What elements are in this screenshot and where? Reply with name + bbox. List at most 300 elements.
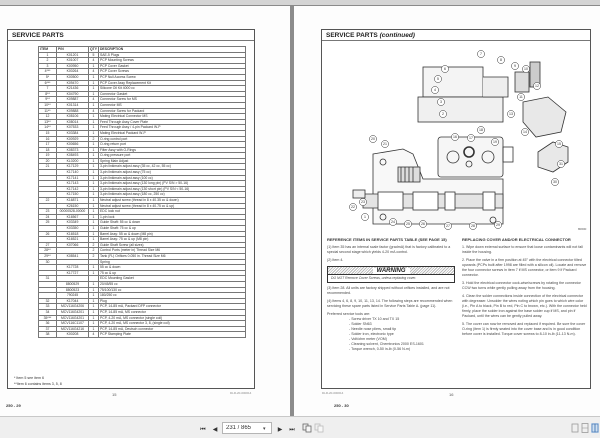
- cell-item: 1: [39, 52, 57, 58]
- cell-item: 10**: [39, 102, 57, 108]
- cell-description: Connector Screw for MS: [98, 97, 245, 103]
- svg-text:13: 13: [509, 112, 513, 117]
- section-title: [322, 30, 590, 41]
- cell-pn: K03350: [57, 226, 89, 232]
- cell-qty: 1: [89, 220, 99, 226]
- cell-description: PCP, 14-85 mA, MS connector: [98, 309, 245, 315]
- cell-pn: MCV116G4206: [57, 304, 89, 310]
- warning-box: [327, 266, 455, 283]
- diagram-callout: [439, 110, 446, 117]
- cell-item: 4***: [39, 69, 57, 75]
- cell-description: Connector MS: [98, 102, 245, 108]
- cell-qty: 5: [89, 52, 99, 58]
- cell-description: Guide Shaft Screw (all sizes): [98, 242, 245, 248]
- cell-qty: 1: [89, 153, 99, 159]
- cell-pn: K09887: [57, 97, 89, 103]
- replace-step: 3. Hold the electrical connector cock-wise/screws by rotating the connector CCW two turns while gently pulling away from the housing.: [462, 281, 581, 290]
- svg-text:1: 1: [364, 215, 366, 220]
- page-right: [294, 6, 600, 416]
- cell-item: 23: [39, 209, 57, 215]
- svg-text:7: 7: [480, 52, 482, 57]
- diagram-callout: [555, 140, 562, 147]
- cell-description: Filter Assy with O-Rings: [98, 147, 245, 153]
- diagram-callout: [469, 222, 476, 229]
- diagram-callout: [437, 98, 444, 105]
- diagram-callout: [441, 65, 448, 72]
- footer-code: 250 - 29: [6, 403, 21, 408]
- cell-description: Neutral adjust screw (thread in 8 x 40.75 cc & up): [98, 203, 245, 209]
- cell-pn: K01201: [57, 52, 89, 58]
- cell-qty: 1: [89, 91, 99, 97]
- cell-qty: 1: [89, 214, 99, 220]
- cell-qty: 1: [89, 158, 99, 164]
- next-page-icon: ▶: [277, 427, 283, 433]
- warning-text: DO NOT Remove Cover Screws, unless replacing cover.: [331, 276, 417, 280]
- cell-description: O-ring return port: [98, 142, 245, 148]
- replace-step: 2. Place the valve in a firm position at 45° with the electrical connector tilted upwards (PCPs built after 1998 are filled with a silicon oil). Locate and remove the four connector screws in item 7 if MS connector, or item 9 if Packard connector.: [462, 258, 587, 277]
- cell-item: 2: [39, 58, 57, 64]
- cell-qty: 2: [89, 248, 99, 254]
- section-title-suffix: (continued): [379, 32, 415, 39]
- cell-qty: 1: [89, 226, 99, 232]
- cell-description: Control Ports (meter in) Thread Size M6: [98, 248, 245, 254]
- cell-item: 37: [39, 326, 57, 332]
- cell-qty: 1: [89, 304, 99, 310]
- cell-qty: 1: [89, 181, 99, 187]
- cell-pn: K03349: [57, 220, 89, 226]
- svg-text:5: 5: [437, 77, 439, 82]
- cell-pn: K00656: [57, 142, 89, 148]
- cell-qty: 4: [89, 108, 99, 114]
- parts-table: [38, 46, 246, 338]
- cell-qty: 1: [89, 63, 99, 69]
- cell-item: 19: [39, 153, 57, 159]
- cell-description: Tank (FL) Orifices 0.050 in. Thread Size M6: [98, 253, 245, 259]
- cell-qty: 1: [89, 287, 99, 293]
- replacing-cover-column: [462, 237, 588, 340]
- replace-step: 5. The cover can now be removed and replaced if required. Be sure the cover O-ring (item 1) is firmly seated into the cover base and is in good condition before cover is installed. Torque cover screws to 8-10 in-lb (11-13 N-m).: [462, 322, 586, 336]
- svg-text:30: 30: [553, 180, 557, 185]
- cell-pn: K16871: [57, 198, 89, 204]
- svg-text:4: 4: [434, 88, 436, 93]
- cell-pn: K17141: [57, 175, 89, 181]
- cell-description: 3-pin linkimain adjust assy (180 cc, 250 cc): [98, 192, 245, 198]
- diagram-callout: [381, 140, 388, 147]
- cell-qty: 4: [89, 69, 99, 75]
- section-title-text: SERVICE PARTS: [326, 32, 378, 39]
- previous-page-button[interactable]: [210, 423, 220, 434]
- col-description: DESCRIPTION: [98, 47, 245, 53]
- footnote: **Item 6 contains items 3, 5, 8: [14, 382, 62, 386]
- cell-pn: 8800529: [57, 281, 89, 287]
- cell-qty: 1: [89, 298, 99, 304]
- cell-description: Guide Shaft: 55 cc & down: [98, 220, 245, 226]
- cell-qty: 1: [89, 175, 99, 181]
- cell-description: Mating Electrical Connector MS: [98, 114, 245, 120]
- cell-item: 21: [39, 164, 57, 170]
- cell-description: PCP, 14-85 mA, Packard DFP connector: [98, 304, 245, 310]
- cell-qty: 1: [89, 209, 99, 215]
- cell-description: PCP, 4-20 mA, MS connector 3, 8, (single coil): [98, 321, 245, 327]
- diagram-callout: [507, 110, 514, 117]
- diagram-callout: [551, 178, 558, 185]
- cell-pn: K17727: [57, 270, 89, 276]
- diagram-callout: [491, 138, 498, 145]
- cell-description: PCP Cover Screws: [98, 69, 245, 75]
- next-page-button[interactable]: [275, 423, 285, 434]
- cell-description: 75 cc & up: [98, 270, 245, 276]
- footer-code: 250 - 30: [334, 403, 349, 408]
- cell-qty: 1: [89, 125, 99, 131]
- cell-pn: K00208: [57, 332, 89, 338]
- cell-pn: K08493: [57, 153, 89, 159]
- cell-qty: 1: [89, 80, 99, 86]
- cell-description: Feed Through Assy Cover Plate: [98, 119, 245, 125]
- cell-description: 20/45/55 cc: [98, 281, 245, 287]
- svg-text:28: 28: [471, 224, 475, 229]
- cell-qty: 1: [89, 309, 99, 315]
- col-pn: P/N: [57, 47, 89, 53]
- cell-pn: K07066: [57, 242, 89, 248]
- cell-description: Connector Screw for Packard: [98, 108, 245, 114]
- col-qty: QTY: [90, 47, 97, 51]
- diagram-callout: [404, 220, 411, 227]
- cell-item: 22: [39, 198, 57, 204]
- cell-pn: K08106: [57, 114, 89, 120]
- cell-pn: K17150: [57, 192, 89, 198]
- ref-item: (4) Items 4, 6, 8, 9, 10, 11, 13, 14. The following steps are recommended when servicing these spare parts listed in Service Parts Table A. (page 11).: [327, 299, 453, 308]
- cell-qty: 1: [89, 130, 99, 136]
- cell-description: 1-pin lock: [98, 214, 245, 220]
- page-left: [0, 6, 290, 416]
- replacing-heading: REPLACING COVER AND/OR ELECTRICAL CONNECTOR: [462, 237, 571, 242]
- cell-pn: K08014: [57, 119, 89, 125]
- section-title: SERVICE PARTS: [8, 30, 254, 41]
- diagram-callout: [497, 56, 504, 63]
- cell-pn: K17044: [57, 298, 89, 304]
- cell-pn: 00000528-00000: [57, 209, 89, 215]
- tool-item: - Solder SN63: [349, 322, 372, 326]
- cell-description: PCP Cover Gasket: [98, 63, 245, 69]
- svg-text:6: 6: [444, 67, 446, 72]
- tool-item: - Torque wrench, 0-50 in-lb (0-56 N-m): [349, 347, 411, 351]
- svg-text:16: 16: [453, 135, 457, 140]
- cell-item: 11**: [39, 108, 57, 114]
- cell-item: 8**: [39, 91, 57, 97]
- cell-item: 7: [39, 86, 57, 92]
- exploded-view-diagram: [323, 42, 591, 232]
- cell-qty: 4: [89, 332, 99, 338]
- svg-text:31: 31: [559, 162, 563, 167]
- diagram-callout: [444, 222, 451, 229]
- cell-qty: 1: [89, 164, 99, 170]
- cell-pn: K17142: [57, 186, 89, 192]
- cell-pn: K16521: [57, 237, 89, 243]
- cell-description: 3-pin linkimain adjust assy (130 long pin) (PV S/N > 50-16): [98, 181, 245, 187]
- cell-description: PCP Null Access Screw: [98, 74, 245, 80]
- figure-code: 80600: [578, 227, 587, 231]
- diagram-callout: [349, 203, 356, 210]
- cell-qty: 1: [89, 74, 99, 80]
- diagram-callout: [451, 133, 458, 140]
- warning-title: [328, 267, 454, 275]
- cell-pn: MCV116G4201: [57, 309, 89, 315]
- paste-page-icon[interactable]: [314, 423, 324, 433]
- single-page-view-icon[interactable]: [571, 423, 579, 433]
- cell-description: 180/250 cc: [98, 293, 245, 299]
- diagram-callout: [517, 93, 524, 100]
- warning-title-text: WARNING: [373, 268, 410, 274]
- facing-pages-view-icon[interactable]: [591, 423, 599, 433]
- cell-pn: K03384: [57, 130, 89, 136]
- cell-description: 75/100/130 cc: [98, 287, 245, 293]
- first-page-icon: ⏮: [200, 427, 206, 433]
- cell-pn: K01314: [57, 102, 89, 108]
- cell-qty: 1: [89, 170, 99, 176]
- svg-text:23: 23: [361, 200, 365, 205]
- cell-description: PCP Cover Assy Replacement Kit: [98, 80, 245, 86]
- cell-description: EDC lock nut: [98, 209, 245, 215]
- cell-pn: K07533: [57, 125, 89, 131]
- cell-qty: 1: [89, 321, 99, 327]
- cell-description: Connector Gasket: [98, 91, 245, 97]
- cell-description: Plug: [98, 298, 245, 304]
- svg-text:8: 8: [500, 58, 502, 63]
- svg-text:3: 3: [440, 100, 442, 105]
- svg-text:9: 9: [514, 64, 516, 69]
- svg-text:24: 24: [391, 220, 395, 225]
- cell-item: 24: [39, 214, 57, 220]
- ref-item: (1) Item 35 has an internal scale factor (gradmA) that is factory calibrated to a special second stage which yields 4-20 mA control.: [327, 245, 451, 254]
- cell-qty: 1: [89, 326, 99, 332]
- page-dropdown-chevron-icon[interactable]: ▾: [263, 426, 266, 432]
- cell-item: 18: [39, 147, 57, 153]
- cell-qty: 1: [89, 114, 99, 120]
- cell-pn: K17129: [57, 164, 89, 170]
- col-item: ITEM: [39, 47, 57, 53]
- cell-item: 36: [39, 321, 57, 327]
- cell-item: 30: [39, 259, 57, 265]
- cell-item: 5*: [39, 74, 57, 80]
- cell-pn: MCV116C1107: [57, 321, 89, 327]
- table-row: [39, 332, 246, 338]
- cell-pn: K09470: [57, 80, 89, 86]
- diagram-callout: [434, 75, 441, 82]
- cell-description: Barrel Assy: 55 cc & down (M8 pin): [98, 231, 245, 237]
- svg-text:2: 2: [442, 112, 444, 117]
- ref-item: (2) Item 4.: [327, 258, 344, 262]
- svg-text:12: 12: [535, 84, 539, 89]
- reference-items-column: [327, 237, 455, 352]
- diagram-callout: [467, 134, 474, 141]
- cell-item: 38: [39, 332, 57, 338]
- svg-text:25: 25: [406, 222, 410, 227]
- replace-step: 4. Clean the solder connections inside connection of the electrical connector with degreaser. Unsolder the wires noting which pin goes to which wire color (i.e., Pin A to black, Pin B to red, Pin C to brown, etc.). With the connector held firmly, place the solder iron against the base solder cup if MS, and pin if Packard, until the wires can be gently pulled away.: [462, 294, 587, 318]
- svg-text:27: 27: [446, 224, 450, 229]
- diagram-callout: [369, 135, 376, 142]
- ref-item: (3) Item 28. All units are factory shipped without orifices installed, and are not recommended.: [327, 286, 450, 295]
- cell-qty: 1: [89, 186, 99, 192]
- cell-item: 9**: [39, 97, 57, 103]
- cell-description: PCP Mounting Screws: [98, 58, 245, 64]
- cell-pn: KL0200: [57, 158, 89, 164]
- service-parts-frame: [7, 29, 255, 389]
- cell-qty: 1: [89, 315, 99, 321]
- svg-text:14: 14: [523, 130, 527, 135]
- cell-pn: K00950: [57, 63, 89, 69]
- last-page-icon: ⏭: [289, 427, 295, 433]
- svg-text:17: 17: [469, 136, 473, 141]
- cell-description: Silicone Oil Kit 4000 cc: [98, 86, 245, 92]
- cell-pn: K04790: [57, 91, 89, 97]
- cell-description: PCP Stamping Plate: [98, 332, 245, 338]
- cell-pn: K16567: [57, 214, 89, 220]
- cell-qty: 1: [89, 86, 99, 92]
- doc-code: DLR-20-000014: [322, 391, 344, 395]
- tool-item: - Cleaning solvent, Chemtronics 2000 ES-1601: [349, 342, 424, 346]
- tools-list: [327, 317, 455, 352]
- cell-description: Spring: [98, 259, 245, 265]
- cell-pn: K00264: [57, 69, 89, 75]
- tool-item: - Screw driver TX 10 and TX 15: [349, 317, 400, 321]
- diagram-callout: [477, 50, 484, 57]
- diagram-callout: [361, 213, 368, 220]
- cell-qty: 1: [89, 203, 99, 209]
- first-page-button[interactable]: [198, 423, 208, 434]
- cell-qty: 1: [89, 102, 99, 108]
- cell-description: 55 cc & down: [98, 265, 245, 271]
- diagram-callout: [494, 221, 501, 228]
- cell-description: SAE-5 Plugs: [98, 52, 245, 58]
- cell-description: Barrel Assy: 75 cc & up (M8 pin): [98, 237, 245, 243]
- cell-pn: 8800523: [57, 287, 89, 293]
- cell-pn: K09888: [57, 108, 89, 114]
- cell-pn: K01007: [57, 58, 89, 64]
- cell-qty: 4: [89, 97, 99, 103]
- cell-qty: 1: [89, 198, 99, 204]
- diagram-callout: [389, 218, 396, 225]
- svg-text:21: 21: [383, 142, 387, 147]
- cell-pn: K08373: [57, 147, 89, 153]
- cell-description: 3-pin linkimain adjust assy (35 cc, 42 cc, 55 cc): [98, 164, 245, 170]
- cell-item: 32: [39, 298, 57, 304]
- cell-qty: 1: [89, 265, 99, 271]
- cell-qty: 1: [89, 231, 99, 237]
- svg-text:19: 19: [493, 140, 497, 145]
- cell-item: 14**: [39, 125, 57, 131]
- reference-heading: REFERENCE ITEMS IN SERVICE PARTS TABLE (SEE PAGE 15): [327, 237, 447, 242]
- tool-item: - Needle nose pliers, small tip: [349, 327, 397, 331]
- diagram-callout: [477, 126, 484, 133]
- tool-item: - Solder iron, electronic type: [349, 332, 394, 336]
- svg-text:26: 26: [421, 222, 425, 227]
- cell-description: Guide Shaft: 75 cc & up: [98, 226, 245, 232]
- cell-item: 26: [39, 231, 57, 237]
- cell-qty: 4: [89, 58, 99, 64]
- svg-text:18: 18: [479, 128, 483, 133]
- svg-text:29: 29: [496, 223, 500, 228]
- cell-item: 35***: [39, 315, 57, 321]
- diagram-callout: [431, 86, 438, 93]
- svg-text:15: 15: [557, 142, 561, 147]
- page-number: 15: [112, 392, 117, 397]
- cell-item: 17: [39, 142, 57, 148]
- footnote: * Item 5 see item 6: [14, 376, 44, 380]
- cell-item: 12: [39, 114, 57, 120]
- diagram-callout: [533, 82, 540, 89]
- last-page-button[interactable]: [287, 423, 297, 434]
- steps-list: [462, 245, 588, 337]
- cell-item: 34: [39, 309, 57, 315]
- cell-item: 3: [39, 63, 57, 69]
- continuous-view-icon[interactable]: [581, 423, 589, 433]
- cell-pn: MCV116G4216: [57, 326, 89, 332]
- cell-description: 3-pin linkimain adjust assy (75 cc): [98, 170, 245, 176]
- cell-qty: 1: [89, 119, 99, 125]
- tools-heading: Preferred service tools are:: [327, 312, 371, 316]
- diagram-callout: [419, 220, 426, 227]
- cell-description: 3-pin linkimain adjust assy (130 short pin) (PV S/N < 50-16): [98, 186, 245, 192]
- cell-qty: 1: [89, 142, 99, 148]
- copy-page-icon[interactable]: [302, 423, 312, 433]
- cell-description: Spring Main Adjust: [98, 158, 245, 164]
- tool-item: - Volt/ohm meter (VOM): [349, 337, 387, 341]
- svg-text:20: 20: [371, 137, 375, 142]
- cell-qty: 1: [89, 293, 99, 299]
- cell-item: 15: [39, 130, 57, 136]
- cell-item: 16: [39, 136, 57, 142]
- cell-qty: 2: [89, 136, 99, 142]
- navigation-bar: [0, 416, 600, 438]
- cell-pn: 790245: [57, 293, 89, 299]
- cell-description: PCP, 14-85 mA, Deutsch connector: [98, 326, 245, 332]
- cell-item: 33: [39, 304, 57, 310]
- diagram-callout: [522, 65, 529, 72]
- cell-qty: 1: [89, 192, 99, 198]
- cell-pn: K17728: [57, 265, 89, 271]
- cell-pn: K08541: [57, 253, 89, 259]
- cell-pn: K16518: [57, 231, 89, 237]
- diagram-callout: [521, 128, 528, 135]
- diagram-callout: [359, 198, 366, 205]
- diagram-callout: [557, 160, 564, 167]
- cell-qty: 2: [89, 242, 99, 248]
- cell-description: Mating Electrical Packard W-P: [98, 130, 245, 136]
- previous-page-icon: ◀: [212, 427, 218, 433]
- doc-code: DLR-20-000014: [230, 391, 252, 395]
- cell-item: 13**: [39, 119, 57, 125]
- cell-qty: 1: [89, 270, 99, 276]
- cell-description: PCP, 4-20 mA, MS connector (single coil): [98, 315, 245, 321]
- cell-pn: K00500: [57, 74, 89, 80]
- cell-item: 6***: [39, 80, 57, 86]
- service-parts-continued-frame: [321, 29, 591, 389]
- cell-pn: K26150: [57, 203, 89, 209]
- cell-description: EDC Mounting Gasket: [98, 276, 245, 282]
- cell-item: 29**: [39, 253, 57, 259]
- cell-qty: 2: [89, 253, 99, 259]
- cell-qty: 1: [89, 237, 99, 243]
- cell-description: O-ring pressure port: [98, 153, 245, 159]
- replace-step: 1. Wipe down external surface to ensure that loose contaminants will not fall inside the housing.: [462, 245, 583, 254]
- cell-item: 25: [39, 220, 57, 226]
- svg-text:10: 10: [524, 67, 528, 72]
- svg-text:22: 22: [351, 205, 355, 210]
- cell-qty: 1: [89, 281, 99, 287]
- svg-text:11: 11: [519, 95, 523, 100]
- cell-item: 31: [39, 276, 57, 282]
- table-footnotes: [14, 375, 62, 387]
